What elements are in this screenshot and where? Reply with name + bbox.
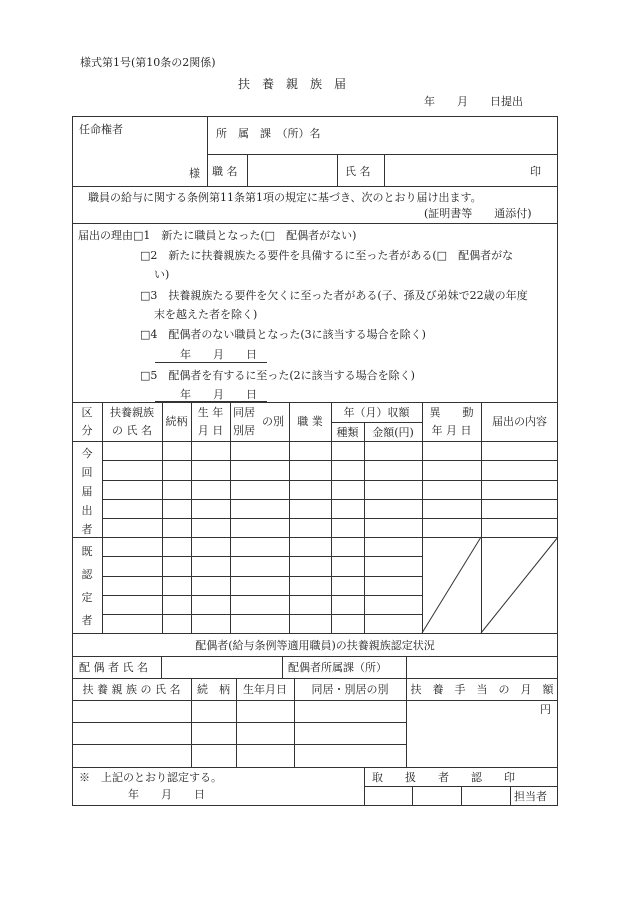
statement-text: 職員の給与に関する条例第11条第1項の規定に基づき、次のとおり届け出ます。 <box>88 191 482 204</box>
spouse-name-label: 配 偶 者 氏 名 <box>79 661 148 674</box>
col-cohabit: 同居・別居の別 <box>311 683 389 696</box>
header-cohabit-2: 別居 <box>233 424 255 437</box>
col-birthdate: 生年月日 <box>243 683 287 696</box>
reason-3: □3 扶養親族たる要件を欠くに至った者がある(子、孫及び弟妹で22歳の年度 <box>140 289 528 302</box>
col-relationship: 続 柄 <box>197 683 230 696</box>
reason-2-cont: い) <box>154 268 170 281</box>
header-kubun-2: 分 <box>81 424 93 437</box>
reason-heading: 届出の理由 <box>78 229 133 242</box>
handler-label: 取 扱 者 認 印 <box>372 771 515 784</box>
reason-5: □5 配偶者を有するに至った(2に該当する場合を除く) <box>140 369 415 382</box>
header-occupation: 職 業 <box>297 415 323 428</box>
job-title-label: 職 名 <box>212 165 238 178</box>
reason-2: □2 新たに扶養親族たる要件を具備するに至った者がある(□ 配偶者がな <box>140 249 514 262</box>
spouse-section-title: 配偶者(給与条例等適用職員)の扶養親族認定状況 <box>195 639 435 652</box>
header-birth-2: 月 日 <box>197 424 224 437</box>
yen-unit: 円 <box>540 703 551 716</box>
header-birth: 生 年 <box>197 406 224 419</box>
dept-label: 所 属 課 （所）名 <box>216 127 321 140</box>
certify-date: 年 月 日 <box>128 788 205 801</box>
header-dependent-name: 扶養親族 <box>110 406 154 419</box>
form-title: 扶 養 親 族 届 <box>238 77 347 91</box>
reason-3-cont: 末を越えた者を除く) <box>154 308 258 321</box>
header-content: 届出の内容 <box>492 415 547 428</box>
diagonal-slash-change <box>422 537 481 633</box>
header-relationship: 続柄 <box>165 415 188 428</box>
group-current: 今 回 届 出 者 <box>81 447 93 536</box>
reason-1: □1 新たに職員となった(□ 配偶者がない) <box>133 229 357 242</box>
col-allowance: 扶 養 手 当 の 月 額 <box>410 683 554 696</box>
header-income-amount: 金額(円) <box>372 426 414 439</box>
reason-5-date: 年 月 日 <box>180 388 257 401</box>
form-number: 様式第1号(第10条の2関係) <box>80 56 216 69</box>
attachment-note: (証明書等 通添付) <box>424 207 532 220</box>
header-cohabit-3: の別 <box>262 415 284 428</box>
spouse-dept-label: 配偶者所属課（所） <box>288 661 387 674</box>
col-dependent-name: 扶 養 親 族 の 氏 名 <box>82 683 181 696</box>
header-income-type: 種類 <box>336 426 359 439</box>
header-change-date-2: 年 月 日 <box>431 424 472 437</box>
certify-text: ※ 上記のとおり認定する。 <box>79 771 222 784</box>
appointer-label: 任命権者 <box>79 123 123 136</box>
seal-mark: 印 <box>530 165 541 178</box>
diagonal-slash-content <box>481 537 558 633</box>
header-kubun: 区 <box>81 406 93 419</box>
reason-4: □4 配偶者のない職員となった(3に該当する場合を除く) <box>140 328 426 341</box>
reason-4-date: 年 月 日 <box>180 348 257 361</box>
tanto-label: 担当者 <box>514 790 547 803</box>
employee-name-label: 氏 名 <box>345 165 371 178</box>
header-income: 年（月）収額 <box>343 406 410 419</box>
header-dependent-name-2: の 氏 名 <box>112 424 152 437</box>
header-change-date: 異 動 <box>429 406 474 419</box>
submission-date: 年 月 日提出 <box>424 95 523 108</box>
group-existing: 既 認 定 者 <box>81 545 93 627</box>
header-cohabit: 同居 <box>233 406 255 419</box>
sama-label: 様 <box>189 167 200 180</box>
